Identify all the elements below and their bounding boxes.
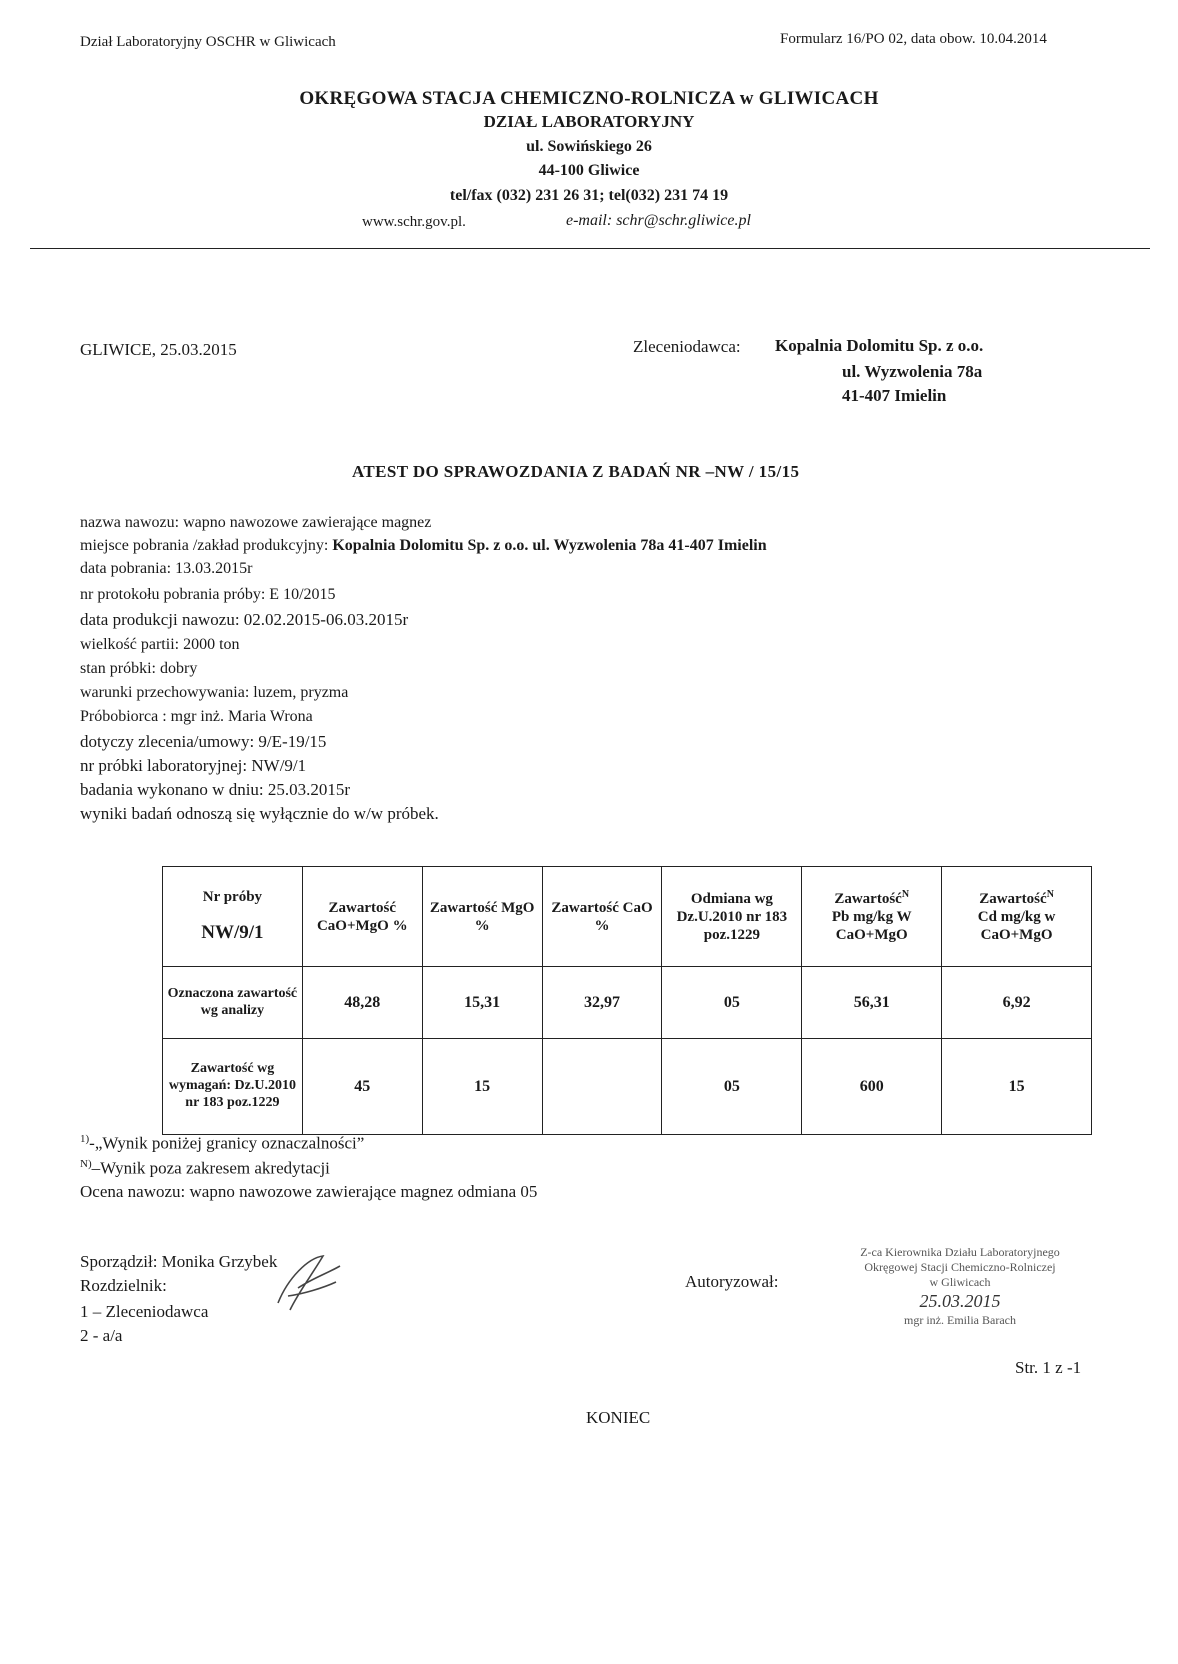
client-name: Kopalnia Dolomitu Sp. z o.o. xyxy=(775,336,984,355)
table-cell: 45 xyxy=(302,1039,422,1135)
table-cell: 05 xyxy=(662,967,802,1039)
header-rule xyxy=(30,248,1150,249)
header-left: Dział Laboratoryjny OSCHR w Gliwicach xyxy=(80,34,336,50)
org-street: ul. Sowińskiego 26 xyxy=(526,138,652,155)
client-label: Zleceniodawca: xyxy=(633,337,741,356)
header-cd-head: Zawartość xyxy=(979,891,1047,907)
table-cell: 48,28 xyxy=(302,967,422,1039)
org-phones: tel/fax (032) 231 26 31; tel(032) 231 74 19 xyxy=(449,187,729,204)
info-production-date: data produkcji nawozu: 02.02.2015-06.03.2015r xyxy=(80,610,409,629)
header-sample xyxy=(163,867,303,967)
note-below-limit xyxy=(80,1133,364,1154)
client-street: ul. Wyzwolenia 78a xyxy=(842,362,983,381)
info-fertilizer: nazwa nawozu: wapno nawozowe zawierające magnez xyxy=(80,514,432,531)
prepared-by: Sporządził: Monika Grzybek xyxy=(80,1252,278,1271)
stamp-line: w Gliwicach xyxy=(929,1275,991,1289)
client-city: 41-407 Imielin xyxy=(842,386,947,405)
table-cell: 15,31 xyxy=(422,967,542,1039)
header-mgo: Zawartość MgO % xyxy=(422,867,542,967)
table-cell: 15 xyxy=(422,1039,542,1135)
page-number: Str. 1 z -1 xyxy=(1015,1358,1082,1377)
info-lab-no: nr próbki laboratoryjnej: NW/9/1 xyxy=(80,756,307,775)
header-cao: Zawartość CaO % xyxy=(542,867,662,967)
info-condition: stan próbki: dobry xyxy=(80,660,198,677)
table-cell: 56,31 xyxy=(802,967,942,1039)
org-city: 44-100 Gliwice xyxy=(538,162,640,179)
authorization-stamp xyxy=(820,1245,1100,1328)
table-cell: 15 xyxy=(942,1039,1092,1135)
info-sampling-date: data pobrania: 13.03.2015r xyxy=(80,560,253,577)
info-site-label: miejsce pobrania /zakład produkcyjny: xyxy=(80,537,329,554)
header-pb-tail: Pb mg/kg W CaO+MgO xyxy=(831,909,912,943)
document-title: ATEST DO SPRAWOZDANIA Z BADAŃ NR –NW / 15/15 xyxy=(352,462,800,481)
table-row xyxy=(163,967,1092,1039)
stamp-line: mgr inż. Emilia Barach xyxy=(904,1312,1016,1327)
table-cell: 600 xyxy=(802,1039,942,1135)
info-storage: warunki przechowywania: luzem, pryzma xyxy=(80,684,349,701)
note-below-limit-text: -„Wynik poniżej granicy oznaczalności” xyxy=(89,1133,365,1153)
info-test-date: badania wykonano w dniu: 25.03.2015r xyxy=(80,780,351,799)
authorized-label: Autoryzował: xyxy=(685,1272,779,1291)
header-sample-id: NW/9/1 xyxy=(201,922,264,944)
stamp-line: Z-ca Kierownika Działu Laboratoryjnego xyxy=(860,1245,1060,1259)
header-cd xyxy=(942,867,1092,967)
info-protocol: nr protokołu pobrania próby: E 10/2015 xyxy=(80,586,336,603)
header-pb-head: Zawartość xyxy=(834,891,902,907)
header-cd-tail: Cd mg/kg w CaO+MgO xyxy=(977,909,1056,943)
header-pb xyxy=(802,867,942,967)
org-dept: DZIAŁ LABORATORYJNY xyxy=(483,112,695,131)
note-out-of-scope-text: –Wynik poza zakresem akredytacji xyxy=(91,1158,330,1178)
distribution-item: 2 - a/a xyxy=(80,1326,123,1345)
stamp-line: Okręgowej Stacji Chemiczno-Rolniczej xyxy=(864,1260,1056,1274)
header-sample-label: Nr próby xyxy=(202,889,263,906)
place-date: GLIWICE, 25.03.2015 xyxy=(80,340,237,359)
header-pb-sup: N xyxy=(901,889,910,900)
org-web: www.schr.gov.pl. xyxy=(362,214,466,230)
distribution-item: 1 – Zleceniodawca xyxy=(80,1302,209,1321)
end-marker: KONIEC xyxy=(586,1408,651,1427)
table-header-row xyxy=(163,867,1092,967)
header-cao-mgo: Zawartość CaO+MgO % xyxy=(302,867,422,967)
table-cell: 6,92 xyxy=(942,967,1092,1039)
info-sampler: Próbobiorca : mgr inż. Maria Wrona xyxy=(80,708,313,725)
signature-mark xyxy=(268,1248,348,1318)
info-batch: wielkość partii: 2000 ton xyxy=(80,636,240,653)
results-table xyxy=(162,866,1092,1135)
note-below-limit-sup: 1) xyxy=(80,1133,90,1145)
header-right: Formularz 16/PO 02, data obow. 10.04.2014 xyxy=(780,31,1047,47)
stamp-date: 25.03.2015 xyxy=(919,1291,1001,1311)
table-cell: 05 xyxy=(662,1039,802,1135)
info-site-value: Kopalnia Dolomitu Sp. z o.o. ul. Wyzwolenia 78a 41-407 Imielin xyxy=(332,537,767,554)
header-variety: Odmiana wg Dz.U.2010 nr 183 poz.1229 xyxy=(662,867,802,967)
info-site xyxy=(80,537,767,555)
table-row xyxy=(163,1039,1092,1135)
org-email: e-mail: schr@schr.gliwice.pl xyxy=(566,212,751,229)
org-name: OKRĘGOWA STACJA CHEMICZNO-ROLNICZA w GLIWICACH xyxy=(299,88,879,109)
note-out-of-scope xyxy=(80,1158,330,1179)
table-cell: 32,97 xyxy=(542,967,662,1039)
note-out-of-scope-sup: N) xyxy=(80,1158,92,1170)
row-label: Oznaczona zawartość wg analizy xyxy=(163,967,303,1039)
distribution-label: Rozdzielnik: xyxy=(80,1276,167,1295)
info-disclaimer: wyniki badań odnoszą się wyłącznie do w/w próbek. xyxy=(80,804,439,823)
info-order: dotyczy zlecenia/umowy: 9/E-19/15 xyxy=(80,732,327,751)
header-cd-sup: N xyxy=(1046,889,1054,900)
assessment: Ocena nawozu: wapno nawozowe zawierające magnez odmiana 05 xyxy=(80,1182,538,1201)
table-cell xyxy=(542,1039,662,1135)
row-label: Zawartość wg wymagań: Dz.U.2010 nr 183 poz.1229 xyxy=(163,1039,303,1135)
